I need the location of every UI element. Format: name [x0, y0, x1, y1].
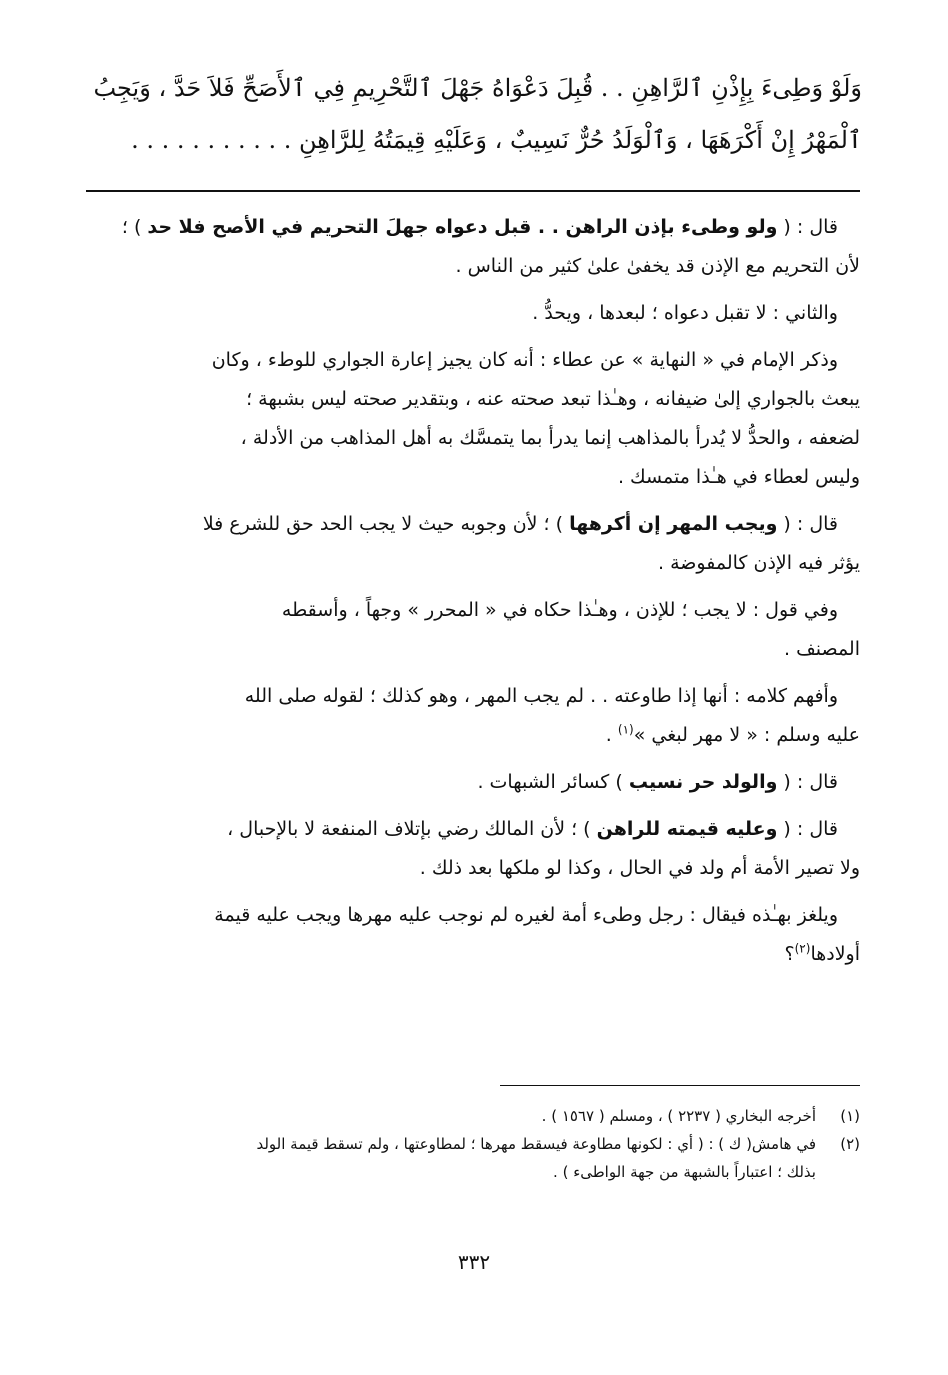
matn-separator-rule [86, 190, 860, 192]
footnote-line: بذلك ؛ اعتباراً بالشبهة من جهة الواطىء ) . [553, 1163, 816, 1181]
footnote-line: أخرجه البخاري ( ٢٢٣٧ ) ، ومسلم ( ١٥٦٧ ) . [541, 1107, 816, 1125]
question-mark: ؟ [784, 943, 795, 965]
footnote-marker-1[interactable]: (١) [617, 722, 634, 737]
footnotes [84, 1102, 860, 1186]
paragraph-line [84, 716, 860, 755]
paragraph-6 [84, 677, 860, 755]
quoted-matn: والولد حر نسيب [628, 771, 778, 793]
quoted-matn: ويجب المهر إن أكرهها [569, 513, 778, 535]
quote-close: ) ؛ لأن وجوبه حيث لا يجب الحد حق للشرع فلا [202, 513, 570, 535]
commentary-sharh [84, 208, 860, 982]
hadith-text: عليه وسلم : « لا مهر لبغي » [633, 724, 860, 746]
paragraph-line [84, 763, 860, 802]
paragraph-line: يبعث بالجواري إلىٰ ضيفانه ، وهـٰذا تبعد صحته عنه ، وبتقدير صحته ليس بشبهة ؛ [246, 388, 860, 410]
paragraph-line: وذكر الإمام في « النهاية » عن عطاء : أنه كان يجيز إعارة الجواري للوطء ، وكان [211, 349, 838, 371]
paragraph-3 [84, 341, 860, 497]
matn-line-1: وَلَوْ وَطِىءَ بِإِذْنِ ٱلرَّاهِنِ . . قُبِلَ دَعْوَاهُ جَهْلَ ٱلتَّحْرِيمِ فِي ٱلأَصَحِّ فَلاَ حَدَّ ، وَيَجِبُ [93, 74, 862, 102]
paragraph-4 [84, 505, 860, 583]
paragraph-line [84, 810, 860, 849]
paragraph-line [84, 935, 860, 974]
quote-close: ) ؛ لأن المالك رضي بإتلاف المنفعة لا بالإحبال ، [227, 818, 597, 840]
paragraph-line: يؤثر فيه الإذن كالمفوضة . [658, 552, 860, 574]
paragraph-line: ويلغز بهـٰذه فيقال : رجل وطىء أمة لغيره لم نوجب عليه مهرها ويجب عليه قيمة [214, 904, 838, 926]
footnote-2 [84, 1130, 860, 1186]
paragraph-line [84, 208, 860, 247]
quote-intro: قال : ( [777, 818, 838, 840]
paragraph-5 [84, 591, 860, 669]
footnote-line: في هامش( ك ) : ( أي : لكونها مطاوعة فيسقط مهرها ؛ لمطاوعتها ، ولم تسقط قيمة الولد [256, 1135, 816, 1153]
footnote-text [84, 1130, 816, 1186]
paragraph-2 [84, 294, 860, 333]
sentence-end: . [605, 724, 618, 746]
quote-intro: قال : ( [777, 216, 838, 238]
riddle-text: أولادها [810, 943, 860, 965]
paragraph-line: وأفهم كلامه : أنها إذا طاوعته . . لم يجب المهر ، وهو كذلك ؛ لقوله صلى الله [244, 685, 838, 707]
quoted-matn: ولو وطىء بإذن الراهن . . قبل دعواه جهلَ التحريم في الأصح فلا حد [147, 216, 778, 238]
paragraph-line: لأن التحريم مع الإذن قد يخفىٰ علىٰ كثير من الناس . [455, 255, 860, 277]
paragraph-7 [84, 763, 860, 802]
quoted-matn: وعليه قيمته للراهن [596, 818, 778, 840]
footnote-text [84, 1102, 816, 1130]
paragraph-8 [84, 810, 860, 888]
paragraph-9 [84, 896, 860, 974]
paragraph-line: وفي قول : لا يجب ؛ للإذن ، وهـٰذا حكاه في « المحرر » وجهاً ، وأسقطه [281, 599, 838, 621]
footnote-marker-2[interactable]: (٢) [794, 941, 811, 956]
paragraph-line: ولا تصير الأمة أم ولد في الحال ، وكذا لو ملكها بعد ذلك . [419, 857, 860, 879]
page-number: ٣٣٢ [457, 1250, 491, 1274]
footnote-1 [84, 1102, 860, 1130]
paragraph-line: وليس لعطاء في هـٰذا متمسك . [617, 466, 860, 488]
quote-intro: قال : ( [777, 771, 838, 793]
footnote-number: (٢) [840, 1135, 860, 1153]
footnote-number: (١) [840, 1107, 860, 1125]
paragraph-line: والثاني : لا تقبل دعواه ؛ لبعدها ، ويحدُّ . [532, 302, 838, 324]
paragraph-line: لضعفه ، والحدُّ لا يُدرأ بالمذاهب إنما يدرأ بما يتمسَّك به أهل المذاهب من الأدلة ، [240, 427, 860, 449]
quote-intro: قال : ( [777, 513, 838, 535]
paragraph-line [84, 505, 860, 544]
matn-line-2: ٱلْمَهْرُ إِنْ أَكْرَهَهَا ، وَٱلْوَلَدُ حُرٌّ نَسِيبٌ ، وَعَلَيْهِ قِيمَتُهُ لِلرَّاهِنِ . . . . . . . . . . . [131, 126, 862, 154]
quote-close: ) ؛ [121, 216, 148, 238]
paragraph-1 [84, 208, 860, 286]
main-text-matn [84, 62, 862, 166]
paragraph-line: المصنف . [783, 638, 860, 660]
footnote-separator-rule [500, 1085, 860, 1086]
quote-close: ) كسائر الشبهات . [477, 771, 629, 793]
